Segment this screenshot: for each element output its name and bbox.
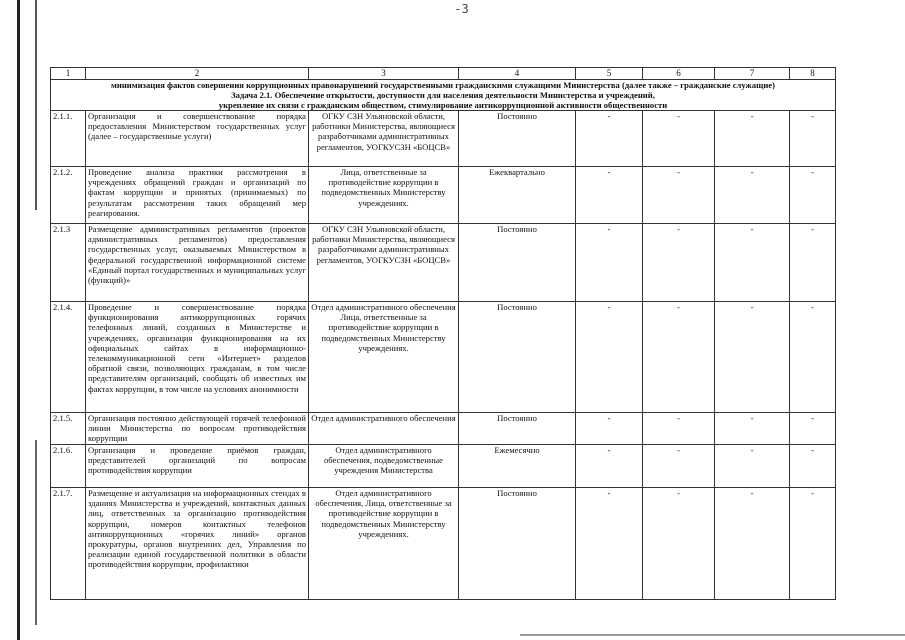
value-cell: - — [715, 302, 790, 413]
term-text: Ежеквартально — [459, 167, 576, 224]
column-header: 1 — [51, 68, 86, 80]
table-row — [51, 302, 836, 413]
section-line: Задача 2.1. Обеспечение открытости, доступности для населения деятельности Министерства и учреждений, — [231, 90, 655, 100]
scan-edge-mark — [17, 0, 20, 640]
value-cell: - — [790, 224, 836, 302]
value-cell: - — [715, 413, 790, 445]
term-text: Постоянно — [459, 302, 576, 413]
row-number: 2.1.7. — [51, 488, 86, 600]
value-cell: - — [790, 488, 836, 600]
action-text: Организация постоянно действующей горячей телефонной линии Министерства по вопросам противодействия коррупции — [86, 413, 309, 445]
value-cell: - — [643, 224, 715, 302]
executor-text: Лица, ответственные за противодействие коррупции в подведомственных Министерству учреждениях. — [309, 167, 459, 224]
action-text: Размещение и актуализация на информационных стендах в зданиях Министерства и учреждений, контактных данных лиц, ответственных за организацию противодействия коррупции, номеров контактных телефонов антикоррупционных «горячих линий» органов прокуратуры, органов внутренних дел, Управления по реализации единой государственной политики в области противодействия коррупции, профилактики — [86, 488, 309, 600]
column-header-row — [51, 68, 836, 80]
action-text: Проведение анализа практики рассмотрения в учреждениях обращений граждан и организаций по фактам коррупции и принятых (принимаемых) по результатам рассмотрения таких обращений мер реагирования. — [86, 167, 309, 224]
table-row — [51, 413, 836, 445]
column-header: 2 — [86, 68, 309, 80]
value-cell: - — [790, 445, 836, 488]
section-line: минимизация фактов совершения коррупционных правонарушений государственными гражданскими служащими Министерства (далее также – гражданские служащие) — [111, 80, 775, 90]
column-header: 4 — [459, 68, 576, 80]
value-cell: - — [643, 413, 715, 445]
scan-bottom-mark — [520, 634, 905, 636]
table-row — [51, 167, 836, 224]
scan-edge-mark-secondary — [35, 0, 37, 210]
table-row — [51, 445, 836, 488]
section-line: укрепление их связи с гражданским обществом, стимулирование антикоррупционной активности общественности — [218, 100, 668, 110]
value-cell: - — [576, 111, 643, 167]
value-cell: - — [715, 488, 790, 600]
plan-table — [50, 67, 836, 600]
row-number: 2.1.1. — [51, 111, 86, 167]
value-cell: - — [576, 488, 643, 600]
action-text: Организация и проведение приёмов граждан, представителей организаций по вопросам противодействия коррупции — [86, 445, 309, 488]
action-text: Размещение административных регламентов (проектов административных регламентов) предоставления государственных услуг, оказываемых Министерством в федеральной государственной информационной системе «Единый портал государственных и муниципальных услуг (функций)» — [86, 224, 309, 302]
term-text: Постоянно — [459, 413, 576, 445]
executor-text: ОГКУ СЗН Ульяновской области, работники Министерства, являющиеся разработчиками административных регламентов, УОГКУСЗН «БОЦСВ» — [309, 224, 459, 302]
section-heading-row — [51, 80, 836, 111]
row-number: 2.1.4. — [51, 302, 86, 413]
value-cell: - — [643, 445, 715, 488]
action-text: Организация и совершенствование порядка предоставления Министерством государственных услуг (далее – государственные услуги) — [86, 111, 309, 167]
page-marker: -3 — [454, 2, 469, 16]
value-cell: - — [790, 111, 836, 167]
value-cell: - — [576, 224, 643, 302]
column-header: 7 — [715, 68, 790, 80]
table-row — [51, 488, 836, 600]
action-text: Проведение и совершенствование порядка функционирования антикоррупционных горячих телефонных линий, созданных в Министерстве и учреждениях, организация функционирования на их официальных сайтах в информационно-телекоммуникационной сети «Интернет» разделов обратной связи, позволяющих гражданам, в том числе представителям организаций, сообщать об известных им фактах коррупции, в том числе на условиях анонимности — [86, 302, 309, 413]
table-row — [51, 111, 836, 167]
value-cell: - — [643, 167, 715, 224]
value-cell: - — [576, 413, 643, 445]
column-header: 3 — [309, 68, 459, 80]
row-number: 2.1.2. — [51, 167, 86, 224]
value-cell: - — [715, 445, 790, 488]
row-number: 2.1.3 — [51, 224, 86, 302]
executor-text: Отдел административного обеспечения, подведомственные учреждения Министерства — [309, 445, 459, 488]
row-number: 2.1.5. — [51, 413, 86, 445]
scan-edge-mark-lower — [35, 440, 37, 625]
value-cell: - — [790, 302, 836, 413]
executor-text: Отдел административного обеспечения, Лица, ответственные за противодействие коррупции в подведомственных Министерству учреждениях. — [309, 488, 459, 600]
column-header: 6 — [643, 68, 715, 80]
value-cell: - — [715, 167, 790, 224]
term-text: Ежемесячно — [459, 445, 576, 488]
column-header: 8 — [790, 68, 836, 80]
value-cell: - — [790, 167, 836, 224]
section-heading — [51, 80, 836, 111]
value-cell: - — [643, 302, 715, 413]
term-text: Постоянно — [459, 224, 576, 302]
term-text: Постоянно — [459, 111, 576, 167]
value-cell: - — [715, 111, 790, 167]
executor-text: Отдел административного обеспечения — [309, 413, 459, 445]
row-number: 2.1.6. — [51, 445, 86, 488]
value-cell: - — [576, 167, 643, 224]
value-cell: - — [715, 224, 790, 302]
value-cell: - — [576, 302, 643, 413]
column-header: 5 — [576, 68, 643, 80]
term-text: Постоянно — [459, 488, 576, 600]
table-row — [51, 224, 836, 302]
value-cell: - — [576, 445, 643, 488]
executor-text: Отдел административного обеспечения Лица, ответственные за противодействие коррупции в подведомственных Министерству учреждениях. — [309, 302, 459, 413]
value-cell: - — [643, 111, 715, 167]
value-cell: - — [790, 413, 836, 445]
executor-text: ОГКУ СЗН Ульяновской области, работники Министерства, являющиеся разработчиками административных регламентов, УОГКУСЗН «БОЦСВ» — [309, 111, 459, 167]
value-cell: - — [643, 488, 715, 600]
